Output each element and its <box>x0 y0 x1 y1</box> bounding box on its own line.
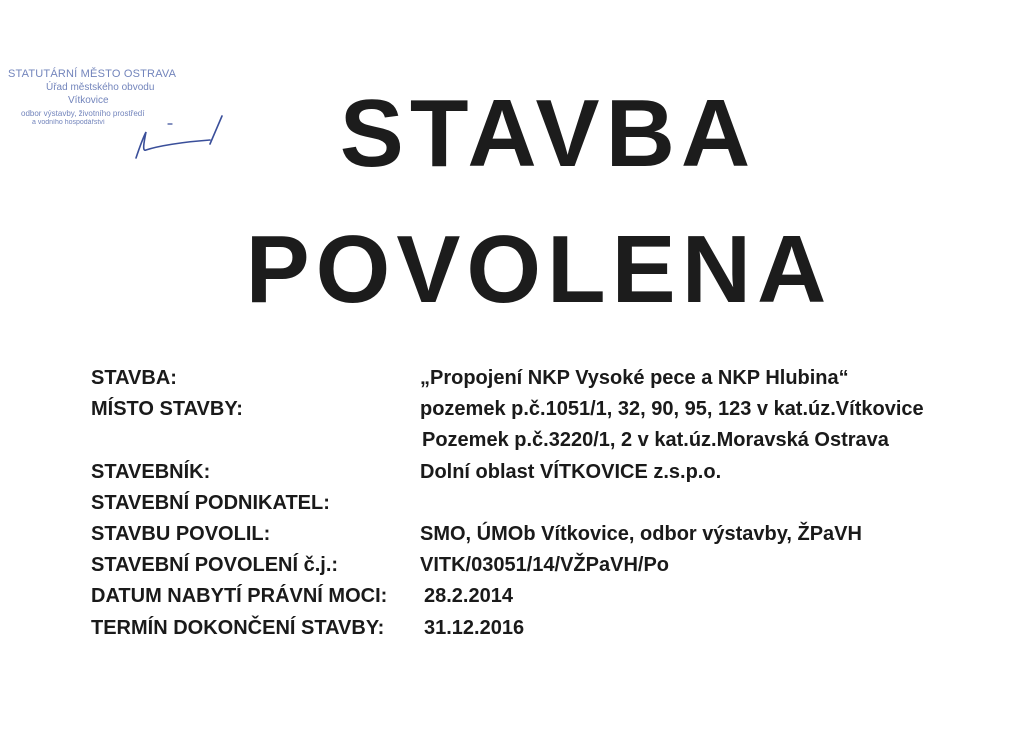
info-label: STAVEBNÍ PODNIKATEL: <box>91 491 330 514</box>
info-value: 28.2.2014 <box>424 585 513 608</box>
info-value: 31.12.2016 <box>424 616 525 639</box>
info-row-legal-effect-date <box>91 581 991 612</box>
info-label: DATUM NABYTÍ PRÁVNÍ MOCI: <box>91 585 388 608</box>
info-row-completion-date <box>91 613 991 644</box>
info-row-permitted-by <box>91 519 991 550</box>
info-row-site-continued <box>91 425 991 456</box>
info-value: SMO, ÚMOb Vítkovice, odbor výstavby, ŽPaVH <box>420 522 862 545</box>
info-label: STAVEBNÍK: <box>91 460 211 483</box>
info-value: „Propojení NKP Vysoké pece a NKP Hlubina“ <box>420 367 849 389</box>
info-row-developer <box>91 457 991 488</box>
info-value: Pozemek p.č.3220/1, 2 v kat.úz.Moravská Ostrava <box>422 429 889 452</box>
construction-info-table <box>91 363 991 644</box>
info-label: STAVBA: <box>91 367 177 389</box>
info-label: MÍSTO STAVBY: <box>91 398 243 421</box>
info-row-permit-number <box>91 550 991 581</box>
stamp-line-authority: STATUTÁRNÍ MĚSTO OSTRAVA <box>8 68 177 80</box>
info-label: TERMÍN DOKONČENÍ STAVBY: <box>91 616 385 639</box>
info-value: Dolní oblast VÍTKOVICE z.s.p.o. <box>420 460 722 483</box>
info-row-contractor <box>91 488 991 519</box>
headline-povolena: POVOLENA <box>245 216 833 323</box>
info-row-construction <box>91 363 991 394</box>
info-label: STAVEBNÍ POVOLENÍ č.j.: <box>91 554 339 577</box>
info-value: VITK/03051/14/VŽPaVH/Po <box>420 554 670 577</box>
info-value: pozemek p.č.1051/1, 32, 90, 95, 123 v kat.úz.Vítkovice <box>420 398 924 421</box>
stamp-line-office: Úřad městského obvodu <box>46 82 155 93</box>
stamp-line-department-cont: a vodního hospodářství <box>32 119 105 126</box>
headline-stavba: STAVBA <box>339 80 757 187</box>
stamp-line-district: Vítkovice <box>68 95 109 106</box>
info-row-site <box>91 394 991 425</box>
stamp-line-department: odbor výstavby, životního prostředí <box>21 109 145 118</box>
info-label: STAVBU POVOLIL: <box>91 522 271 545</box>
